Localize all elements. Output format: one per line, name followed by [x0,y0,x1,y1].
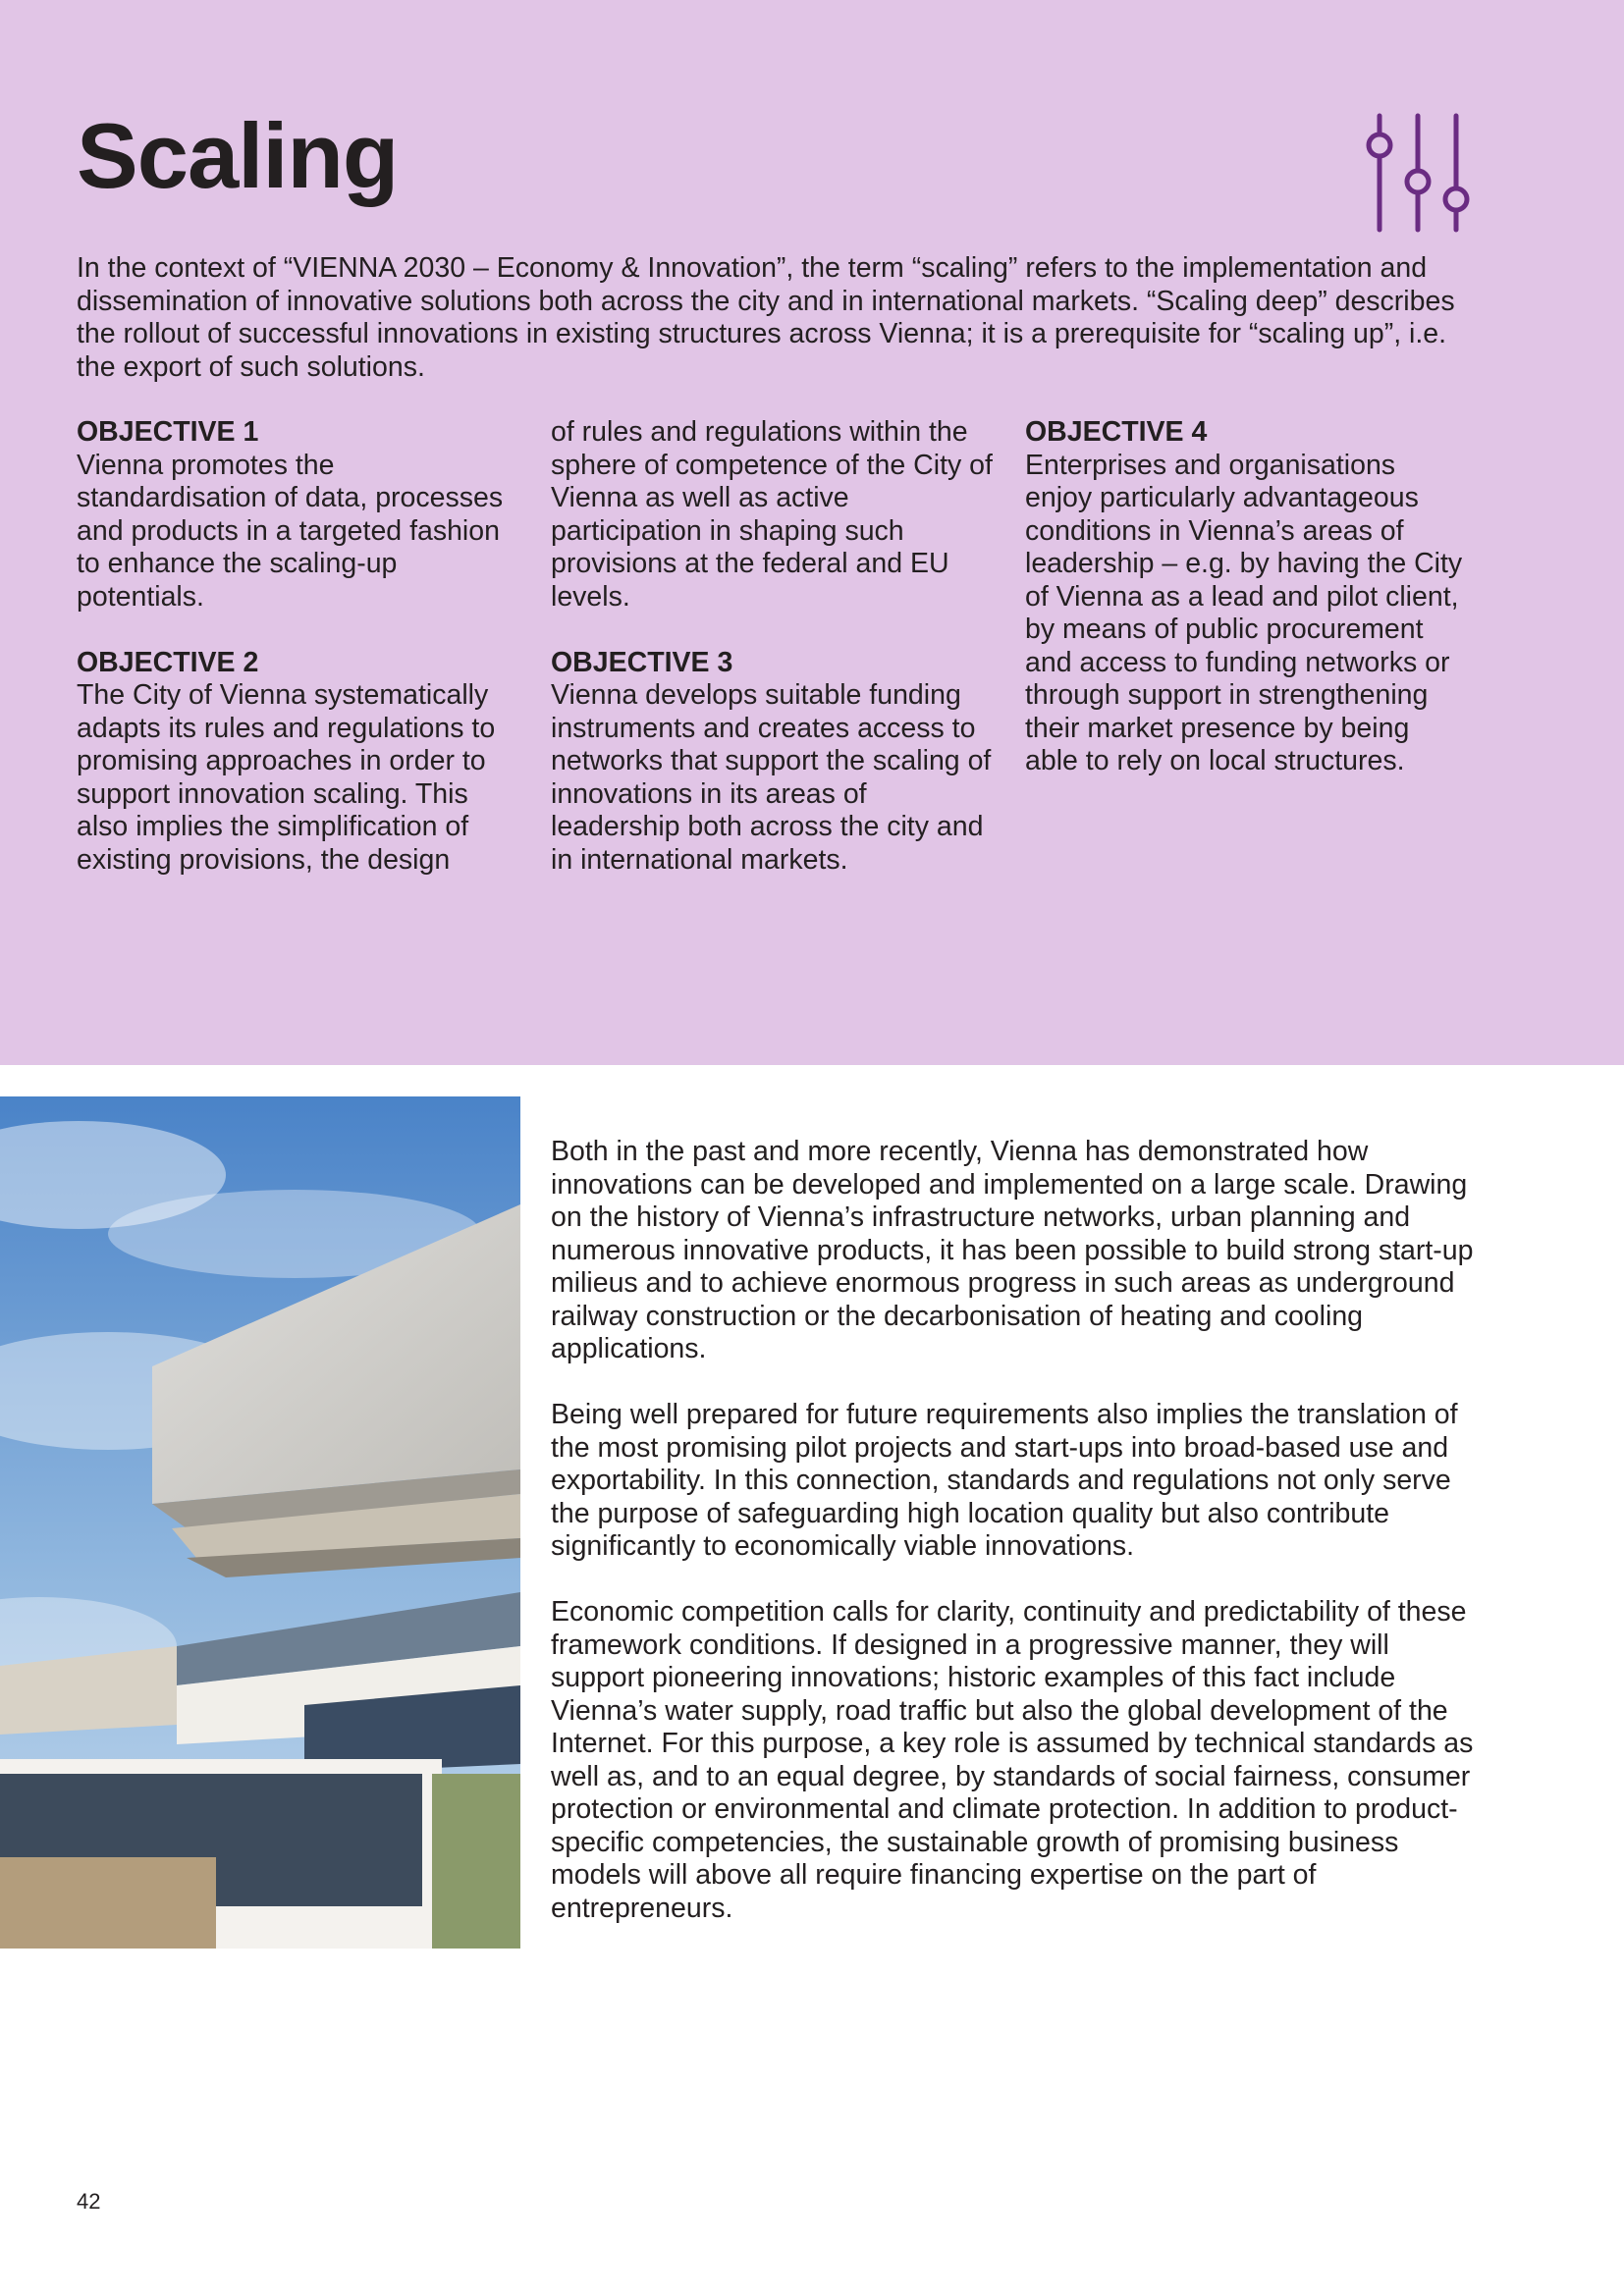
objective-2-continued [551,416,993,614]
body-text [551,1136,1484,1958]
objective-2-text: The City of Vienna systematically adapts its rules and regulations to promising approaches in order to support innovation scaling. This also implies the simplification of existing provisions, the design [77,679,496,876]
objective-3-text: Vienna develops suitable funding instruments and creates access to networks that support the scaling of innovations in its areas of leadership both across the city and in international markets. [551,679,992,876]
objectives-column-1 [77,416,518,910]
objective-4 [1025,416,1467,778]
objective-1 [77,416,518,614]
objective-4-heading: OBJECTIVE 4 [1025,416,1208,448]
intro-paragraph: In the context of “VIENNA 2030 – Economy & Innovation”, the term “scaling” refers to the implementation and dissemination of innovative solutions both across the city and in international markets. “Scaling deep” describes the rollout of successful innovations in existing structures across Vienna; it is a prerequisite for “scaling up”, i.e. the export of such solutions. [77,252,1455,383]
objective-2-heading: OBJECTIVE 2 [77,646,259,678]
sliders-icon [1355,110,1475,236]
objective-4-text: Enterprises and organisations enjoy particularly advantageous conditions in Vienna’s areas of leadership – e.g. by having the City of Vienna as a lead and pilot client, by means of public procurement and access to funding networks or through support in strengthening their market presence by being able to rely on local structures. [1025,449,1463,776]
objective-1-heading: OBJECTIVE 1 [77,416,259,448]
building-photo [0,1096,520,1949]
body-paragraph-2: Being well prepared for future requirements also implies the translation of the most promising pilot projects and start-ups into broad-based use and exportability. In this connection, standards and regulations not only serve the purpose of safeguarding high location quality but also contribute significantly to economically viable innovations. [551,1399,1458,1562]
page-title: Scaling [77,104,399,207]
objectives-column-3 [1025,416,1467,811]
objective-1-text: Vienna promotes the standardisation of data, processes and products in a targeted fashion to enhance the scaling-up potentials. [77,449,504,613]
body-paragraph-1: Both in the past and more recently, Vienna has demonstrated how innovations can be developed and implemented on a large scale. Drawing on the history of Vienna’s infrastructure networks, urban planning and numerous innovative products, it has been possible to build strong start-up milieus and to achieve enormous progress in such areas as underground railway construction or the decarbonisation of heating and cooling applications. [551,1136,1474,1364]
objective-3-heading: OBJECTIVE 3 [551,646,733,678]
objective-3 [551,647,993,878]
building-illustration [0,1096,520,1949]
page-number: 42 [77,2189,101,2214]
objectives-column-2 [551,416,993,910]
body-paragraph-3: Economic competition calls for clarity, continuity and predictability of these framework conditions. If designed in a progressive manner, they will support pioneering innovations; historic examples of this fact include Vienna’s water supply, road traffic but also the global development of the Internet. For this purpose, a key role is assumed by technical standards as well as, and to an equal degree, by standards of social fairness, consumer protection or environmental and climate protection. In addition to product-specific competencies, the sustainable growth of promising business models will above all require financing expertise on the part of entrepreneurs. [551,1596,1474,1924]
objective-2 [77,647,518,878]
objective-2-continuation-text: of rules and regulations within the sphere of competence of the City of Vienna as well as active participation in shaping such provisions at the federal and EU levels. [551,416,993,613]
